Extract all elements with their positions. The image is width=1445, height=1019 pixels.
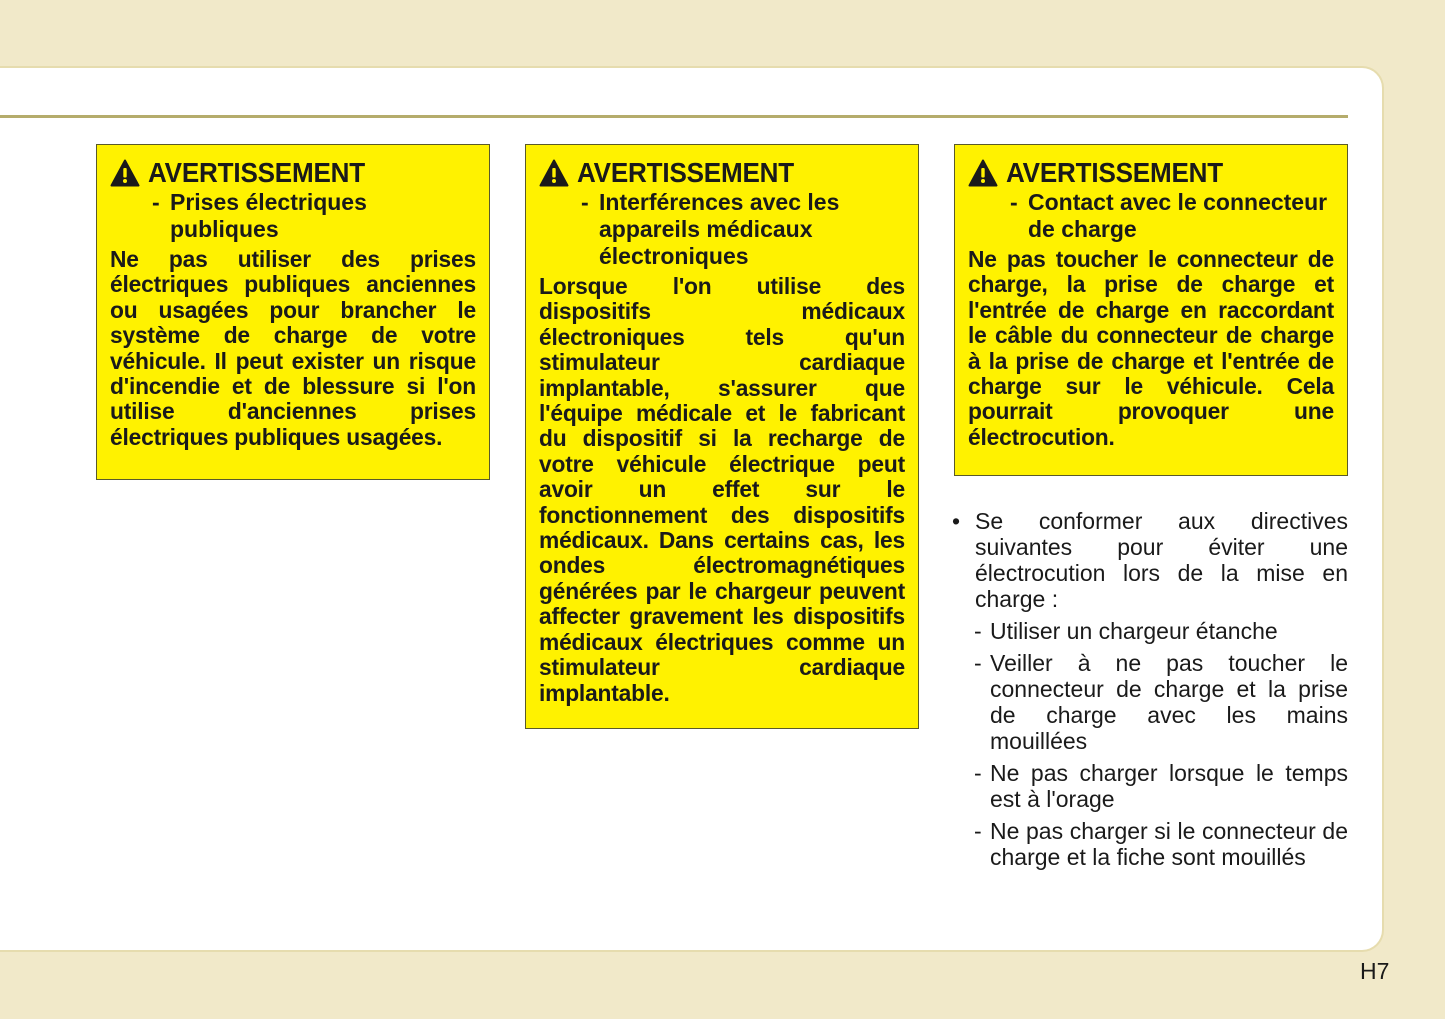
warning-box-public-outlets xyxy=(96,144,490,480)
header-rule xyxy=(0,115,1348,118)
dash-marker: - xyxy=(974,618,982,644)
dash-marker: - xyxy=(974,650,982,676)
notes-intro xyxy=(952,508,1348,612)
warning-title: AVERTISSEMENT xyxy=(148,157,366,188)
dash-marker: - xyxy=(1010,189,1018,215)
warning-subtitle-text: Prises électriques publiques xyxy=(170,189,367,242)
safety-notes xyxy=(952,508,1348,870)
dash-marker: - xyxy=(974,818,982,844)
dash-marker: - xyxy=(152,189,160,215)
dash-marker: - xyxy=(581,189,589,215)
list-item-text: Ne pas charger lorsque le temps est à l'orage xyxy=(990,760,1348,812)
warning-triangle-icon xyxy=(539,159,569,187)
list-item xyxy=(952,618,1348,644)
warning-header xyxy=(539,159,905,187)
list-item xyxy=(952,760,1348,812)
warning-box-medical-devices xyxy=(525,144,919,729)
warning-body: Lorsque l'on utilise des dispositifs médicaux électroniques tels qu'un stimulateur cardiaque implantable, s'assurer que l'équipe médicale et le fabricant du dispositif si la recharge de votre véhicule électrique peut avoir un effet sur le fonctionnement des dispositifs médicaux. Dans certains cas, les ondes électromagnétiques générées par le chargeur peuvent affecter gravement les dispositifs médicaux électriques comme un stimulateur cardiaque implantable. xyxy=(539,273,905,706)
list-item xyxy=(952,818,1348,870)
list-item-text: Utiliser un chargeur étanche xyxy=(990,618,1278,644)
warning-subtitle-text: Contact avec le connecteur de charge xyxy=(1028,189,1328,242)
warning-header xyxy=(968,159,1334,187)
warning-header xyxy=(110,159,476,187)
warning-body: Ne pas utiliser des prises électriques publiques anciennes ou usagées pour brancher le système de charge de votre véhicule. Il peut exister un risque d'incendie et de blessure si l'on utilise d'anciennes prises électriques publiques usagées. xyxy=(110,246,476,450)
warning-triangle-icon xyxy=(110,159,140,187)
warning-triangle-icon xyxy=(968,159,998,187)
warning-box-charge-connector xyxy=(954,144,1348,476)
warning-subtitle-text: Interférences avec les appareils médicaux électroniques xyxy=(599,189,840,269)
list-item xyxy=(952,650,1348,754)
warning-body: Ne pas toucher le connecteur de charge, la prise de charge et l'entrée de charge en raccordant le câble du connecteur de charge à la prise de charge et l'entrée de charge sur le véhicule. Cela pourrait provoquer une électrocution. xyxy=(968,246,1334,450)
warning-subtitle xyxy=(968,189,1334,243)
warning-title: AVERTISSEMENT xyxy=(1006,157,1224,188)
warning-title: AVERTISSEMENT xyxy=(577,157,795,188)
list-item-text: Ne pas charger si le connecteur de charge et la fiche sont mouillés xyxy=(990,818,1348,870)
list-item-text: Veiller à ne pas toucher le connecteur de charge et la prise de charge avec les mains mouillées xyxy=(990,650,1348,754)
dash-marker: - xyxy=(974,760,982,786)
bullet-marker: • xyxy=(952,508,961,534)
warning-subtitle xyxy=(110,189,476,243)
notes-intro-text: Se conformer aux directives suivantes pour éviter une électrocution lors de la mise en charge : xyxy=(975,508,1348,612)
page-number: H7 xyxy=(1360,958,1390,984)
warning-subtitle xyxy=(539,189,905,270)
